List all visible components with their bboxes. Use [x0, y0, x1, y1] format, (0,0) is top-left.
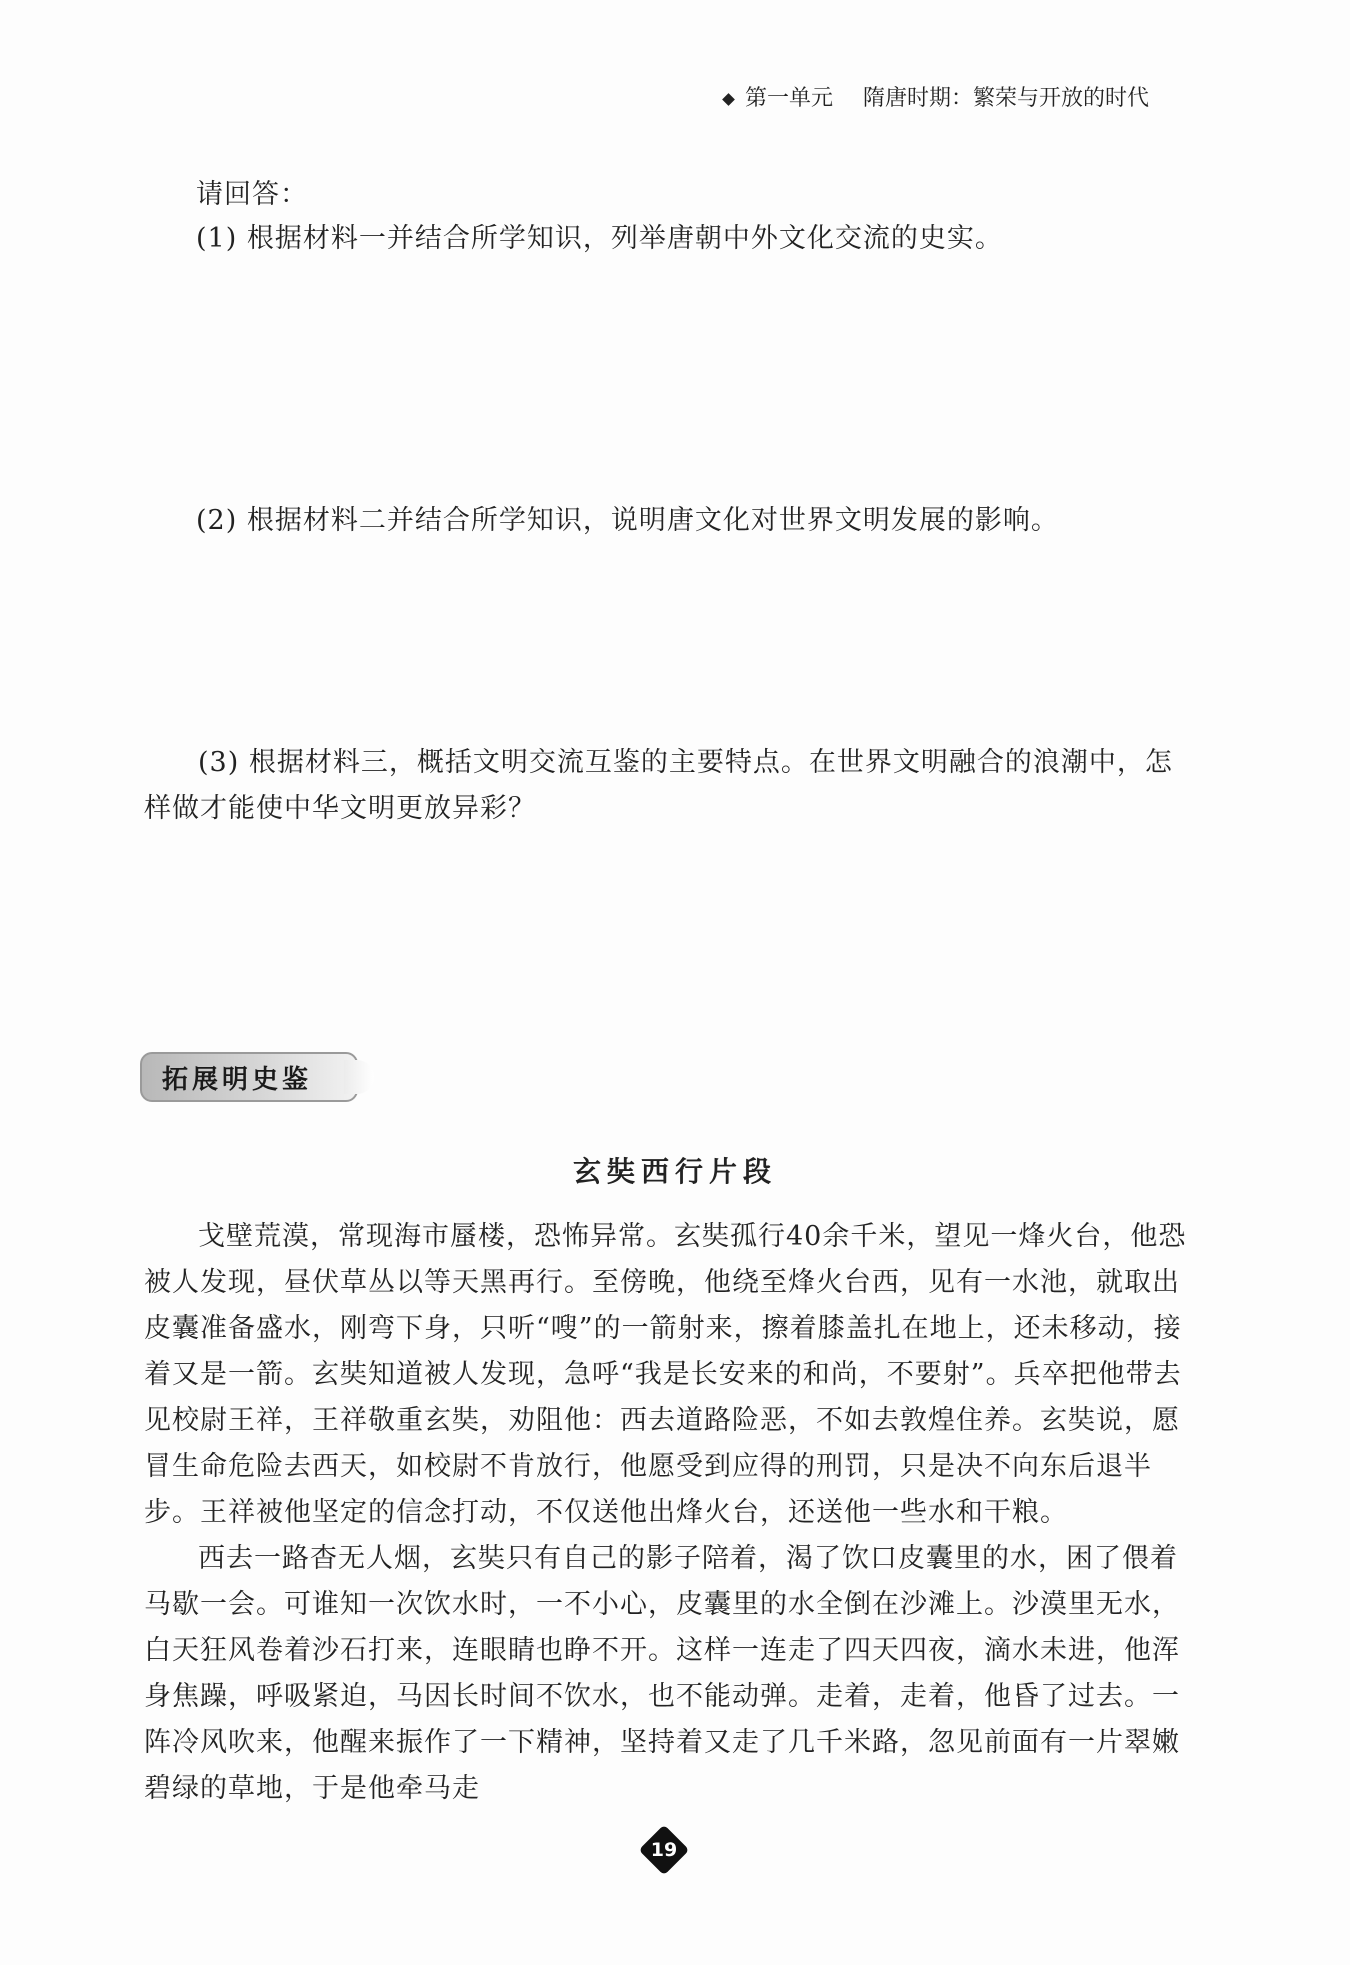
section-badge-label: 拓展明史鉴	[162, 1064, 313, 1095]
unit-title: 隋唐时期：繁荣与开放的时代	[863, 86, 1150, 111]
question-3: (3) 根据材料三，概括文明交流互鉴的主要特点。在世界文明融合的浪潮中，怎样做才能使中华文明更放异彩？	[144, 747, 1173, 824]
badge-tail-decoration	[344, 1060, 374, 1094]
story-paragraph: 西去一路杳无人烟，玄奘只有自己的影子陪着，渴了饮口皮囊里的水，困了偎着马歇一会。可谁知一次饮水时，一不小心，皮囊里的水全倒在沙滩上。沙漠里无水，白天狂风卷着沙石打来，连眼睛也睁不开。这样一连走了四天四夜，滴水未进，他浑身焦躁，呼吸紧迫，马因长时间不饮水，也不能动弹。走着，走着，他昏了过去。一阵冷风吹来，他醒来振作了一下精神，坚持着又走了几千米路，忽见前面有一片翠嫩碧绿的草地，于是他牵马走	[144, 1543, 1180, 1804]
diamond-bullet-icon	[722, 93, 735, 106]
section-badge	[140, 1052, 358, 1102]
running-header	[724, 72, 1184, 112]
unit-label: 第一单元	[745, 86, 834, 111]
story-title: 玄奘西行片段	[572, 1155, 777, 1188]
page-number: 19	[650, 1839, 678, 1861]
story-body	[144, 1214, 1190, 1812]
page-number-badge	[640, 1826, 688, 1874]
question-1: (1) 根据材料一并结合所学知识，列举唐朝中外文化交流的史实。	[196, 223, 1003, 254]
answer-prompt: 请回答：	[196, 179, 308, 210]
question-2: (2) 根据材料二并结合所学知识，说明唐文化对世界文明发展的影响。	[196, 505, 1059, 536]
story-paragraph: 戈壁荒漠，常现海市蜃楼，恐怖异常。玄奘孤行40余千米，望见一烽火台，他恐被人发现，昼伏草丛以等天黑再行。至傍晚，他绕至烽火台西，见有一水池，就取出皮囊准备盛水，刚弯下身，只听“嗖”的一箭射来，擦着膝盖扎在地上，还未移动，接着又是一箭。玄奘知道被人发现，急呼“我是长安来的和尚，不要射”。兵卒把他带去见校尉王祥，王祥敬重玄奘，劝阻他：西去道路险恶，不如去敦煌住养。玄奘说，愿冒生命危险去西天，如校尉不肯放行，他愿受到应得的刑罚，只是决不向东后退半步。王祥被他坚定的信念打动，不仅送他出烽火台，还送他一些水和干粮。	[144, 1221, 1187, 1528]
